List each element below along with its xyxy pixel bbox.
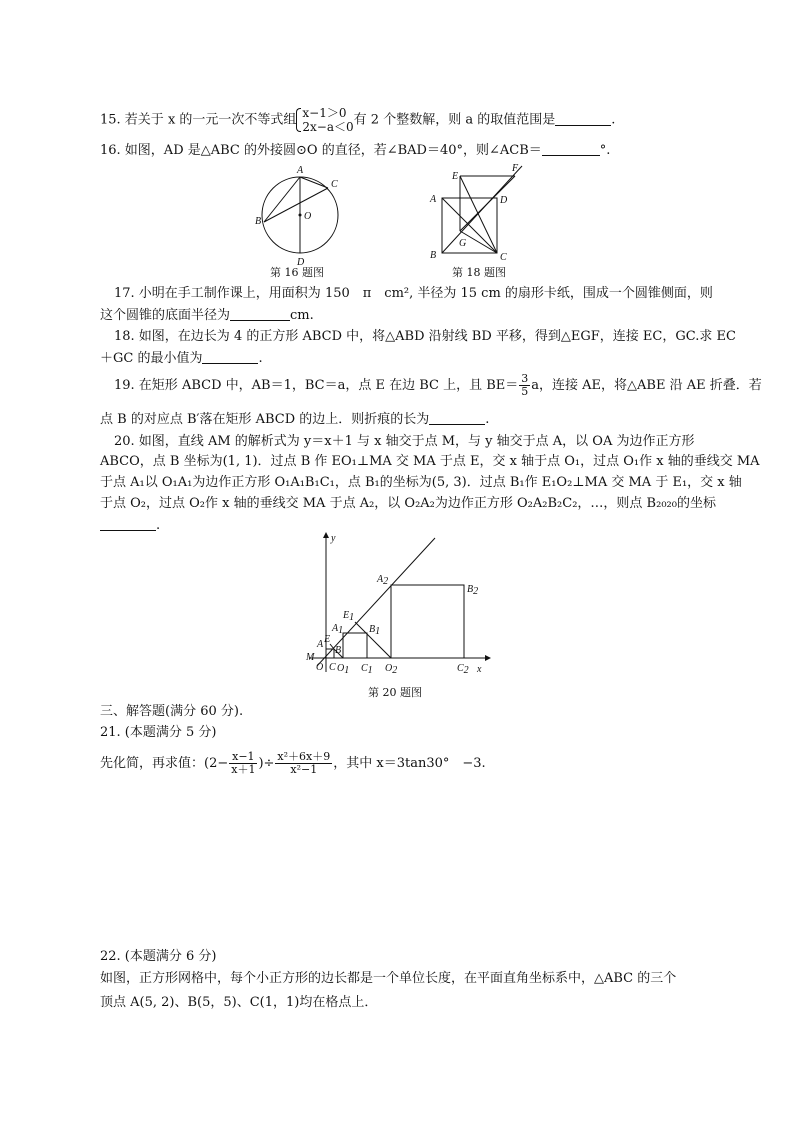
question-19-line1	[114, 373, 762, 398]
fig20-label-B: B	[335, 645, 342, 656]
fig20-square-ABCO	[326, 649, 334, 658]
q19-frac-num: 3	[521, 372, 529, 385]
q18-line2-prefix: ＋GC 的最小值为	[100, 351, 203, 366]
fig20-label-x: x	[477, 664, 482, 675]
question-20-line3: 于点 A₁以 O₁A₁为边作正方形 O₁A₁B₁C₁，点 B₁的坐标为(5, 3)．过点 B₁作 E₁O₂⊥MA 交 MA 于 E₁，交 x 轴	[100, 475, 742, 490]
fig18-label-A: A	[430, 194, 437, 205]
fig20-label-C1: C1	[361, 663, 373, 676]
fig20-label-A: A	[317, 639, 324, 650]
question-22-line2: 顶点 A(5, 2)、B(5，5)、C(1，1)均在格点上．	[100, 995, 378, 1010]
fig20-E-B	[330, 644, 334, 649]
fig16-line-AC	[300, 177, 328, 188]
fig18-label-E: E	[452, 171, 459, 182]
question-21-header: 21. (本题满分 5 分)	[100, 725, 217, 740]
fig20-label-C: C	[329, 662, 336, 673]
fig20-label-E: E	[324, 634, 331, 645]
q20-line5-suffix: .	[156, 518, 161, 533]
q17-line2-suffix: cm.	[290, 308, 314, 323]
fig20-label-O2: O2	[385, 663, 398, 676]
q21-f2-den: x²−1	[290, 763, 318, 776]
figure-16	[250, 160, 350, 270]
question-20-line4: 于点 O₂，过点 O₂作 x 轴的垂线交 MA 于点 A₂，以 O₂A₂为边作正方形 O₂A₂B₂C₂，…，则点 B₂₀₂₀的坐标	[100, 496, 716, 511]
q18-answer-blank[interactable]	[202, 349, 258, 364]
q15-ineq1: x−1＞0	[302, 106, 347, 120]
q19-line2-prefix: 点 B 的对应点 B′落在矩形 ABCD 的边上．则折痕的长为	[100, 412, 430, 427]
fig20-square-2	[391, 585, 464, 658]
fig18-label-F: F	[512, 163, 519, 174]
figure-18	[422, 158, 542, 268]
q16-answer-blank[interactable]	[542, 141, 600, 156]
fig16-label-C: C	[331, 179, 338, 190]
fig20-label-y: y	[331, 533, 336, 544]
q21-f1-num: x−1	[229, 751, 257, 764]
fig16-label-D: D	[297, 257, 305, 268]
fig18-label-D: D	[500, 195, 508, 206]
fig20-x-arrow	[485, 655, 491, 661]
question-18-line1: 18. 如图，在边长为 4 的正方形 ABCD 中，将△ABD 沿射线 BD 平移，得到△EGF，连接 EC，GC.求 EC	[114, 329, 736, 344]
fig20-label-E1: E1	[343, 610, 355, 623]
fig20-label-O1: O1	[337, 663, 350, 676]
q15-prefix: 15. 若关于 x 的一元一次不等式组	[100, 112, 297, 128]
fig16-label-B: B	[255, 216, 262, 227]
q19-answer-blank[interactable]	[429, 410, 485, 425]
question-15	[100, 106, 615, 134]
fig18-label-G: G	[459, 238, 467, 249]
q19-fraction	[519, 373, 530, 398]
q15-end: .	[611, 112, 616, 128]
q21-fraction-1	[229, 751, 257, 776]
fig16-caption: 第 16 题图	[270, 266, 324, 279]
q21-mid: )÷	[258, 756, 275, 771]
fig20-label-A2: A2	[377, 574, 389, 587]
fig16-label-A: A	[297, 165, 304, 176]
q17-line2-prefix: 这个圆锥的底面半径为	[100, 308, 231, 323]
fig18-caption: 第 18 题图	[452, 266, 506, 279]
question-22-header: 22. (本题满分 6 分)	[100, 949, 217, 964]
question-18-line2	[100, 349, 263, 368]
question-20-line2: ABCO，点 B 坐标为(1, 1)．过点 B 作 EO₁⊥MA 交 MA 于点 E，交 x 轴于点 O₁，过点 O₁作 x 轴的垂线交 MA	[100, 454, 760, 469]
fig20-caption: 第 20 题图	[368, 686, 422, 699]
q15-ineq2: 2x−a＜0	[302, 120, 354, 134]
question-20-line1: 20. 如图，直线 AM 的解析式为 y＝x＋1 与 x 轴交于点 M，与 y 轴交于点 A，以 OA 为边作正方形	[114, 434, 695, 449]
fig20-y-arrow	[323, 532, 329, 538]
question-19-line2	[100, 410, 489, 429]
q15-answer-blank[interactable]	[555, 111, 611, 126]
section-3-title: 三、解答题(满分 60 分).	[100, 704, 244, 719]
fig20-label-B2: B2	[467, 584, 479, 597]
q16-end: °.	[599, 143, 611, 158]
fig16-line-BC	[264, 188, 328, 222]
question-22-line1: 如图，正方形网格中，每个小正方形的边长都是一个单位长度，在平面直角坐标系中，△ABC 的三个	[100, 971, 677, 986]
fig20-label-C2: C2	[457, 663, 469, 676]
q19-frac-den: 5	[521, 385, 529, 398]
question-21-body	[100, 751, 486, 776]
q20-answer-blank[interactable]	[100, 516, 156, 531]
q17-answer-blank[interactable]	[230, 306, 290, 321]
fig16-label-O: O	[304, 211, 312, 222]
q19-line1-suffix: a，连接 AE，将△ABE 沿 AE 折叠．若	[531, 378, 762, 393]
q21-f2-num: x²＋6x＋9	[277, 750, 331, 763]
q21-f1-den: x＋1	[231, 763, 256, 776]
fig20-label-O: O	[316, 662, 324, 673]
question-20-line5	[100, 516, 160, 535]
q16-text: 16. 如图，AD 是△ABC 的外接圆⊙O 的直径，若∠BAD＝40°，则∠ACB＝	[100, 143, 542, 158]
q19-line1-prefix: 19. 在矩形 ABCD 中，AB＝1，BC＝a，点 E 在边 BC 上，且 BE＝	[114, 378, 519, 393]
q18-line2-suffix: .	[258, 351, 263, 366]
fig20-label-M: M	[306, 652, 315, 663]
question-17-line2	[100, 306, 314, 325]
fig16-line-AB	[264, 177, 300, 222]
q15-inequality-system	[296, 106, 353, 134]
q21-fraction-2	[275, 751, 332, 776]
q19-line2-suffix: .	[485, 412, 490, 427]
q21-suffix: ，其中 x＝3tan30° −3.	[333, 756, 486, 771]
q15-suffix: 有 2 个整数解，则 a 的取值范围是	[353, 112, 556, 128]
fig20-label-B1: B1	[369, 624, 381, 637]
fig18-label-C: C	[500, 252, 507, 263]
figure-20	[305, 532, 495, 682]
question-17-line1: 17. 小明在手工制作课上，用面积为 150 π cm², 半径为 15 cm 的扇形卡纸，围成一个圆锥侧面，则	[114, 286, 713, 301]
fig18-label-B: B	[430, 250, 437, 261]
fig16-center-dot	[299, 214, 302, 217]
fig20-square-1	[343, 633, 367, 658]
q21-prefix: 先化简，再求值：(2−	[100, 756, 229, 771]
fig20-label-A1: A1	[332, 623, 344, 636]
